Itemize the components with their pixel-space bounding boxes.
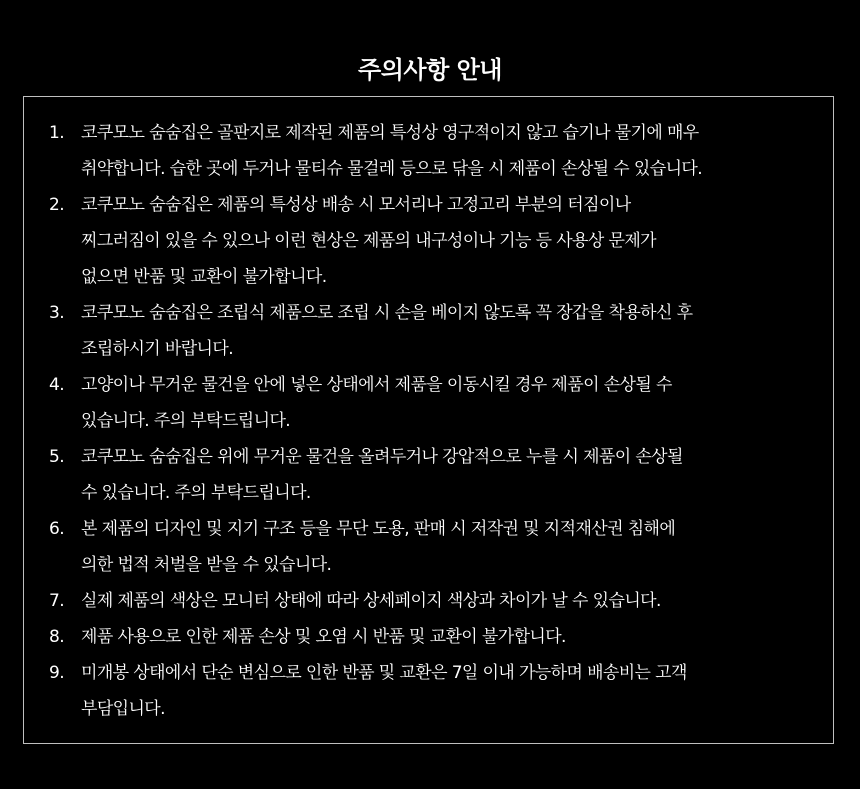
- item-number: 7.: [49, 591, 65, 611]
- item-number: 9.: [49, 663, 65, 683]
- item-text-line: 조립하시기 바랍니다.: [81, 339, 234, 359]
- notice-item-2: [24, 187, 833, 295]
- item-text-line: 취약합니다. 습한 곳에 두거나 물티슈 물걸레 등으로 닦을 시 제품이 손상될 수 있습니다.: [81, 159, 703, 179]
- item-text-line: 코쿠모노 숨숨집은 위에 무거운 물건을 올려두거나 강압적으로 누를 시 제품이 손상될: [81, 447, 683, 467]
- item-number: 3.: [49, 303, 65, 323]
- item-text-line: 부담입니다.: [81, 699, 165, 719]
- item-number: 5.: [49, 447, 65, 467]
- item-text-line: 제품 사용으로 인한 제품 손상 및 오염 시 반품 및 교환이 불가합니다.: [81, 627, 566, 647]
- item-text-line: 수 있습니다. 주의 부탁드립니다.: [81, 483, 311, 503]
- item-text-line: 미개봉 상태에서 단순 변심으로 인한 반품 및 교환은 7일 이내 가능하며 배송비는 고객: [81, 663, 687, 683]
- notice-item-4: [24, 367, 833, 439]
- item-text-line: 코쿠모노 숨숨집은 제품의 특성상 배송 시 모서리나 고정고리 부분의 터짐이나: [81, 195, 631, 215]
- notice-item-3: [24, 295, 833, 367]
- item-text-line: 코쿠모노 숨숨집은 골판지로 제작된 제품의 특성상 영구적이지 않고 습기나 물기에 매우: [81, 123, 699, 143]
- item-number: 1.: [49, 123, 65, 143]
- item-text-line: 의한 법적 처벌을 받을 수 있습니다.: [81, 555, 332, 575]
- notice-item-9: [24, 655, 833, 727]
- notice-item-7: [24, 583, 833, 619]
- item-text-line: 있습니다. 주의 부탁드립니다.: [81, 411, 291, 431]
- item-number: 6.: [49, 519, 65, 539]
- item-text-line: 실제 제품의 색상은 모니터 상태에 따라 상세페이지 색상과 차이가 날 수 있습니다.: [81, 591, 661, 611]
- notice-item-8: [24, 619, 833, 655]
- notice-item-1: [24, 115, 833, 187]
- item-number: 8.: [49, 627, 65, 647]
- notice-list: [24, 115, 833, 727]
- item-text-line: 없으면 반품 및 교환이 불가합니다.: [81, 267, 327, 287]
- notice-box: [23, 96, 834, 744]
- notice-item-6: [24, 511, 833, 583]
- item-text-line: 고양이나 무거운 물건을 안에 넣은 상태에서 제품을 이동시킬 경우 제품이 손상될 수: [81, 375, 672, 395]
- item-number: 4.: [49, 375, 65, 395]
- item-number: 2.: [49, 195, 65, 215]
- item-text-line: 찌그러짐이 있을 수 있으나 이런 현상은 제품의 내구성이나 기능 등 사용상 문제가: [81, 231, 656, 251]
- item-text-line: 코쿠모노 숨숨집은 조립식 제품으로 조립 시 손을 베이지 않도록 꼭 장갑을 착용하신 후: [81, 303, 693, 323]
- item-text-line: 본 제품의 디자인 및 지기 구조 등을 무단 도용, 판매 시 저작권 및 지적재산권 침해에: [81, 519, 676, 539]
- notice-item-5: [24, 439, 833, 511]
- page-title: 주의사항 안내: [358, 56, 502, 85]
